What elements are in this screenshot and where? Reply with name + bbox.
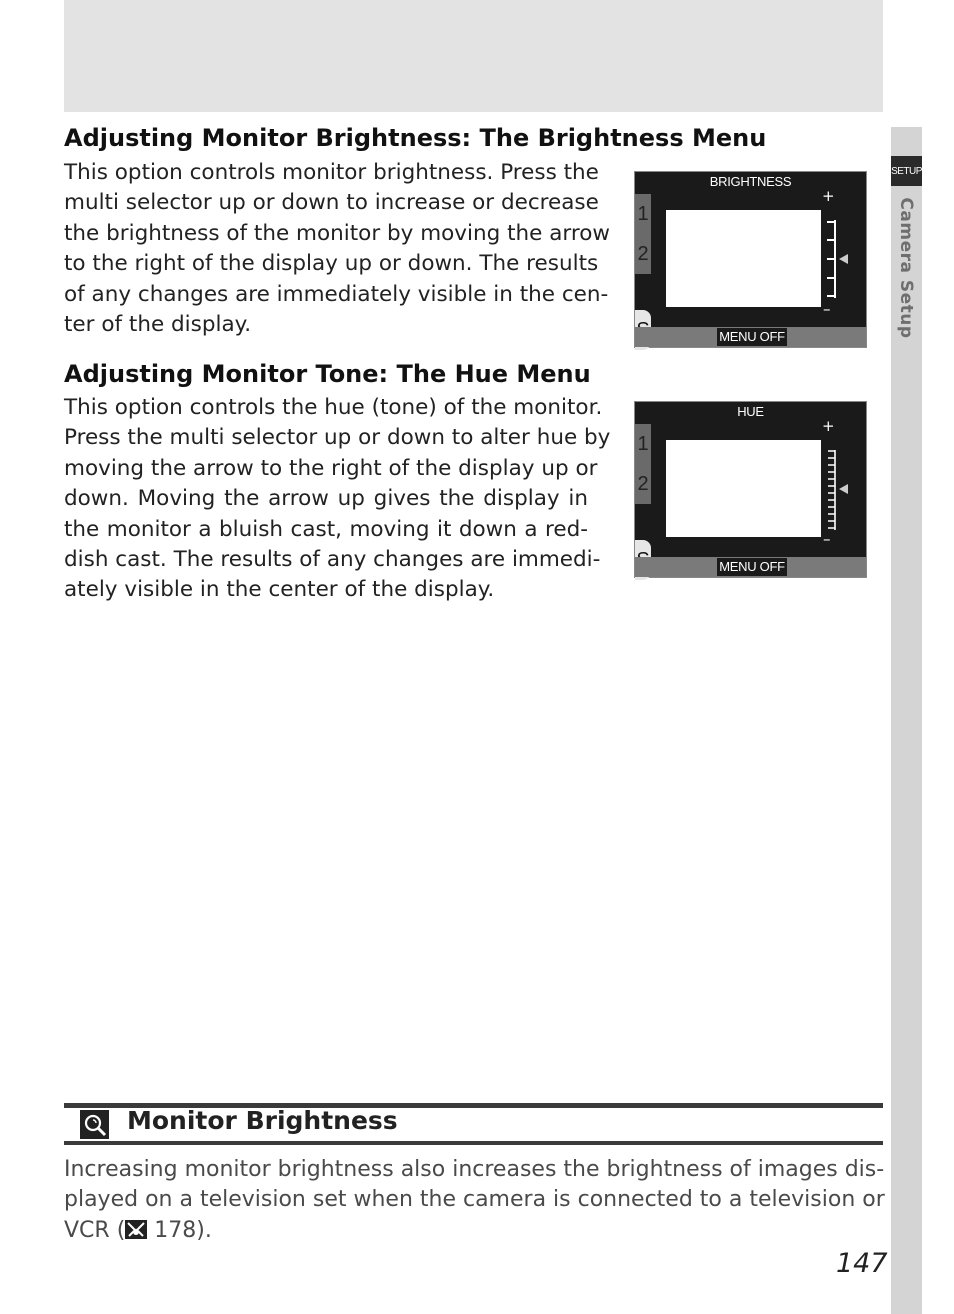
- note-text: [64, 1155, 883, 1246]
- brightness-heading: Adjusting Monitor Brightness: The Brightness Menu: [64, 124, 767, 152]
- screen-title: HUE: [737, 404, 764, 419]
- hue-heading: Adjusting Monitor Tone: The Hue Menu: [64, 360, 591, 388]
- tip-magnifier-icon: [80, 1110, 109, 1139]
- level-pointer-icon[interactable]: [839, 484, 848, 494]
- cross-reference-icon: [125, 1220, 147, 1239]
- text-line: ter of the display.: [64, 312, 252, 338]
- text-fragment: 178).: [147, 1217, 212, 1243]
- menu-tab-1[interactable]: 1: [635, 194, 651, 234]
- note-title: Monitor Brightness: [127, 1106, 398, 1135]
- menu-tab-2[interactable]: 2: [635, 234, 651, 274]
- text-line: of any changes are immediately visible in the cen-: [64, 281, 609, 307]
- text-line: Increasing monitor brightness also increases the brightness of images dis-: [64, 1157, 885, 1182]
- level-pointer-icon[interactable]: [839, 254, 848, 264]
- text-line: the monitor a bluish cast, moving it down a red-: [64, 516, 588, 542]
- plus-label: +: [822, 187, 835, 205]
- hue-menu-screen: [634, 401, 867, 578]
- plus-label: +: [822, 417, 835, 435]
- minus-label: –: [823, 530, 831, 548]
- screen-title: BRIGHTNESS: [709, 174, 792, 189]
- menu-tab-1[interactable]: 1: [635, 424, 651, 464]
- text-fragment: VCR (: [64, 1217, 126, 1243]
- text-line: ately visible in the center of the display.: [64, 577, 495, 603]
- text-line: dish cast. The results of any changes are immedi-: [64, 547, 601, 573]
- hue-scale: [825, 450, 837, 530]
- text-line: This option controls monitor brightness. Press the: [64, 160, 599, 185]
- text-line: moving the arrow to the right of the display up or: [64, 455, 598, 481]
- text-line: [64, 1216, 883, 1246]
- display-preview: [666, 210, 821, 307]
- text-line: Press the multi selector up or down to alter hue by: [64, 425, 611, 451]
- text-line: played on a television set when the camera is connected to a television or: [64, 1187, 885, 1213]
- header-band: [64, 0, 883, 112]
- text-line: This option controls the hue (tone) of the monitor.: [64, 395, 603, 420]
- text-line: the brightness of the monitor by moving the arrow: [64, 220, 610, 246]
- menu-tab-2[interactable]: 2: [635, 464, 651, 504]
- text-line: multi selector up or down to increase or decrease: [64, 190, 599, 216]
- setup-badge: SETUP: [891, 156, 922, 186]
- text-line: to the right of the display up or down. The results: [64, 251, 599, 277]
- text-line: down. Moving the arrow up gives the display in: [64, 486, 588, 512]
- menu-tabs: [635, 424, 651, 558]
- display-preview: [666, 440, 821, 537]
- brightness-menu-screen: [634, 171, 867, 348]
- minus-label: –: [823, 300, 831, 318]
- chapter-label: Camera Setup: [896, 197, 916, 339]
- brightness-paragraph: [64, 158, 610, 340]
- menu-tabs: [635, 194, 651, 328]
- menu-off-label[interactable]: MENU OFF: [717, 558, 787, 576]
- hue-paragraph: [64, 393, 611, 606]
- brightness-scale: [825, 220, 837, 300]
- page-number: 147: [836, 1248, 888, 1279]
- menu-off-label[interactable]: MENU OFF: [717, 328, 787, 346]
- note-bottom-rule: [64, 1141, 883, 1145]
